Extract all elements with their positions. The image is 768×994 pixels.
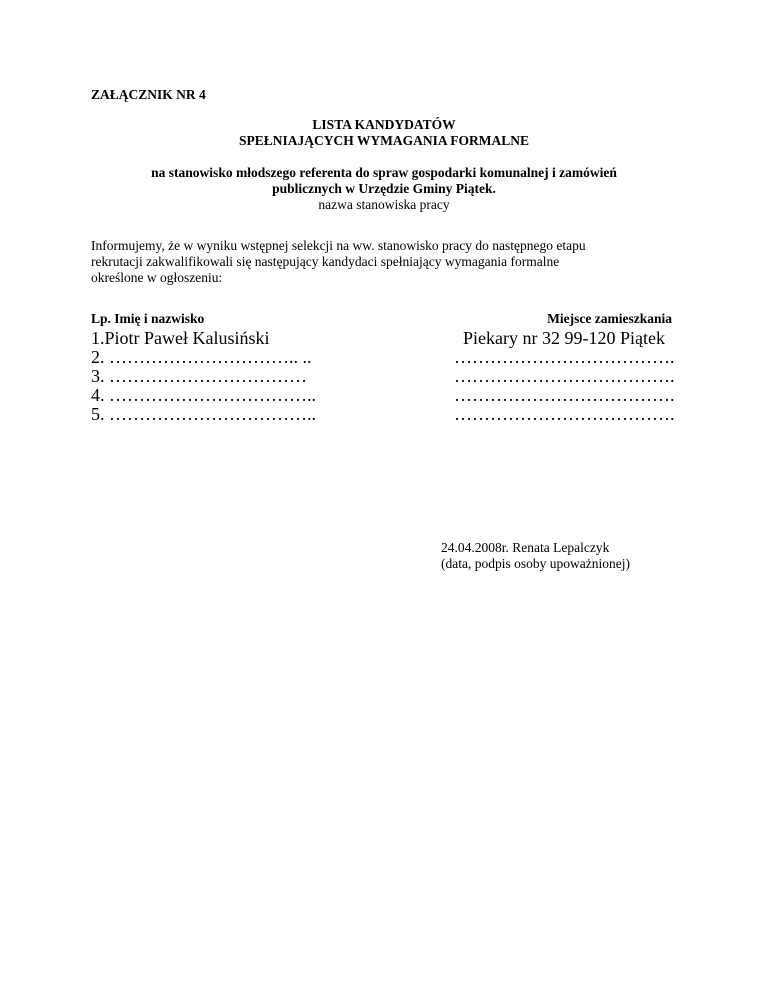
candidate-names-column (91, 328, 316, 423)
intro-line3: określone w ogłoszeniu: (91, 270, 223, 285)
signature-caption: (data, podpis osoby upoważnionej) (441, 556, 630, 571)
position-line1: na stanowisko młodszego referenta do spraw gospodarki komunalnej i zamówień (151, 165, 617, 180)
position-caption: nazwa stanowiska pracy (318, 197, 450, 212)
signature-value: 24.04.2008r. Renata Lepalczyk (441, 540, 610, 555)
candidate-address: Piekary nr 32 99-120 Piątek (463, 328, 665, 348)
document-title-line1: LISTA KANDYDATÓW (312, 117, 456, 132)
candidate-address: ………………………………. (454, 404, 675, 424)
position-line2: publicznych w Urzędzie Gminy Piątek. (272, 181, 496, 196)
column-header-name: Lp. Imię i nazwisko (91, 311, 205, 326)
candidate-address: ………………………………. (454, 366, 675, 386)
intro-line2: rekrutacji zakwalifikowali się następujący kandydaci spełniający wymagania formalne (91, 254, 560, 269)
candidate-address: ………………………………. (454, 385, 675, 405)
candidate-name: 2. ………………………….. .. (91, 347, 312, 367)
document-title-line2: SPEŁNIAJĄCYCH WYMAGANIA FORMALNE (238, 133, 529, 148)
candidate-addresses-column (454, 328, 674, 423)
annex-label: ZAŁĄCZNIK NR 4 (91, 87, 206, 102)
column-header-address: Miejsce zamieszkania (547, 311, 672, 326)
candidate-name: 4. …………………………….. (91, 385, 316, 405)
candidate-name: 5. …………………………….. (91, 404, 316, 424)
candidate-address: ………………………………. (454, 347, 675, 367)
candidate-name: 3. …………………………… (91, 366, 307, 386)
candidate-name: 1.Piotr Paweł Kalusiński (91, 328, 270, 348)
intro-line1: Informujemy, że w wyniku wstępnej selekcji na ww. stanowisko pracy do następnego etapu (91, 238, 586, 253)
